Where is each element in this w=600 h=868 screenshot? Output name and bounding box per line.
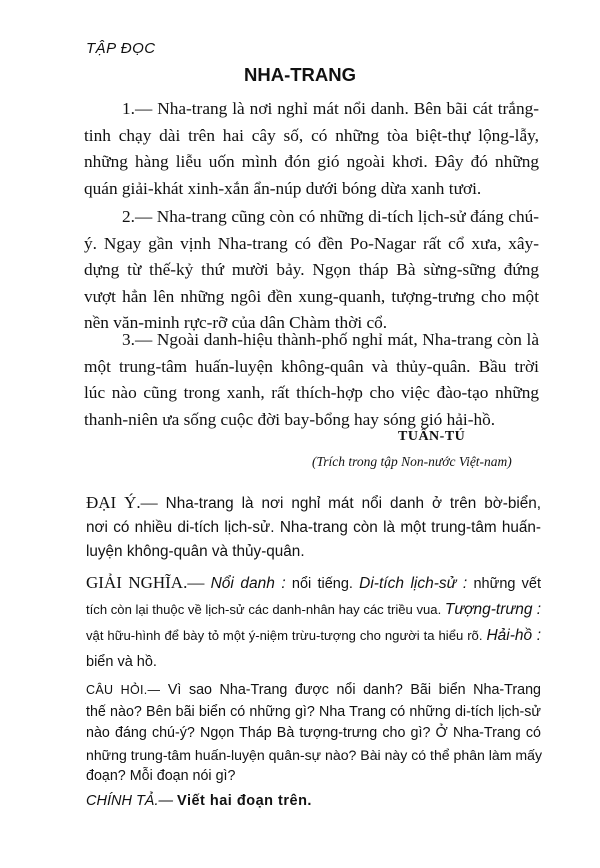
term-tuong-trung: Tượng-trưng : bbox=[444, 601, 542, 618]
cau-hoi-line: đoạn? Mỗi đoạn nói gì? bbox=[86, 768, 236, 784]
paragraph-line: dựng từ thế-kỷ thứ mười bảy. Ngọn tháp Bà sừng-sững đứng bbox=[84, 260, 539, 279]
definition: biển và hồ. bbox=[86, 654, 157, 670]
paragraph-line: 2.— Nha-trang cũng còn có những di-tích lịch-sử đáng chú- bbox=[122, 207, 539, 226]
chinh-ta-label: CHÍNH TẢ.— bbox=[86, 793, 173, 809]
dai-y-line: luyện không-quân và thủy-quân. bbox=[86, 543, 305, 560]
section-label: TẬP ĐỌC bbox=[86, 40, 156, 57]
cau-hoi-line: nào đáng chú-ý? Ngọn Tháp Bà tượng-trưng cho gì? Ở Nha-Trang có bbox=[86, 725, 541, 741]
cau-hoi-line: thế nào? Bên bãi biển có những gì? Nha Trang có những di-tích lịch-sử bbox=[86, 703, 541, 720]
lesson-title: NHA-TRANG bbox=[243, 64, 356, 85]
paragraph-line: thanh-niên ưa sống cuộc đời bay-bổng hay sóng gió hải-hồ. bbox=[84, 409, 496, 429]
dai-y-line: nơi có nhiều di-tích lịch-sử. Nha-trang còn là một trung-tâm huấn- bbox=[86, 519, 541, 536]
paragraph-line: 1.— Nha-trang là nơi nghỉ mát nổi danh. Bên bãi cát trắng- bbox=[122, 99, 539, 118]
giai-nghia-line bbox=[86, 597, 541, 623]
dai-y-first-line bbox=[86, 491, 541, 516]
chinh-ta-text: Viết hai đoạn trên. bbox=[177, 793, 312, 809]
question-text: Vì sao Nha-Trang được nổi danh? Bãi biển Nha-Trang bbox=[167, 682, 541, 698]
definition: những vết bbox=[473, 576, 542, 592]
dai-y-line: Nha-trang là nơi nghỉ mát nổi danh ở trên bờ-biển, bbox=[165, 495, 542, 512]
paragraph-line: lúc nào cũng trong xanh, rất thích-hợp cho việc đào-tạo những bbox=[84, 383, 539, 402]
paragraph-line: 3.— Ngoài danh-hiệu thành-phố nghỉ mát, Nha-trang còn là bbox=[122, 330, 539, 349]
chinh-ta-section bbox=[86, 793, 541, 809]
term-hai-ho: Hải-hồ : bbox=[486, 627, 542, 644]
paragraph-line: những hàng liễu uốn mình đón gió ngoài khơi. Đây đó những bbox=[84, 152, 539, 171]
paragraph-line: ý. Ngay gần vịnh Nha-trang có đền Po-Nagar rất cổ xưa, xây- bbox=[84, 233, 539, 253]
cau-hoi-label: CÂU HỎI.— bbox=[86, 683, 161, 697]
paragraph-3 bbox=[84, 327, 539, 433]
paragraph-2 bbox=[84, 204, 539, 337]
term-di-tich-lich-su: Di-tích lịch-sử : bbox=[359, 575, 468, 592]
giai-nghia-line bbox=[86, 570, 541, 597]
cau-hoi-line bbox=[86, 680, 541, 702]
paragraph-line: vượt hẳn lên những ngôi đền xung-quanh, tượng-trưng cho một bbox=[84, 286, 539, 306]
author-name: TUẤN-TÚ bbox=[398, 429, 466, 444]
paragraph-line: nền văn-minh rực-rỡ của dân Chàm thời cổ. bbox=[84, 313, 388, 332]
dai-y-section bbox=[86, 491, 541, 564]
cau-hoi-line: những trung-tâm huấn-luyện quân-sự nào? Bài này có thể phân làm mấy bbox=[86, 746, 543, 763]
term-noi-danh: Nổi danh : bbox=[210, 575, 286, 592]
cau-hoi-section bbox=[86, 680, 541, 788]
giai-nghia-section bbox=[86, 570, 541, 675]
dai-y-label: ĐẠI Ý.— bbox=[86, 493, 158, 512]
source-citation: (Trích trong tập Non-nước Việt-nam) bbox=[312, 454, 512, 469]
paragraph-line: một trung-tâm huấn-luyện không-quân và thủy-quân. Bầu trời bbox=[84, 356, 539, 376]
definition: tích còn lại thuộc về lịch-sử các danh-nhân hay các triều vua. bbox=[86, 602, 442, 617]
giai-nghia-label: GIẢI NGHĨA.— bbox=[86, 573, 205, 592]
giai-nghia-line bbox=[86, 623, 541, 649]
paragraph-1 bbox=[84, 96, 539, 202]
paragraph-line: quán giải-khát xinh-xắn ẩn-núp dưới bóng dừa xanh tươi. bbox=[84, 178, 482, 198]
paragraph-line: tinh chạy dài trên hai cây số, có những tòa biệt-thự lộng-lẫy, bbox=[84, 125, 539, 145]
definition: vật hữu-hình để bày tỏ một ý-niệm trừu-tượng cho người ta hiểu rõ. bbox=[86, 628, 483, 643]
definition: nổi tiếng. bbox=[291, 576, 353, 592]
